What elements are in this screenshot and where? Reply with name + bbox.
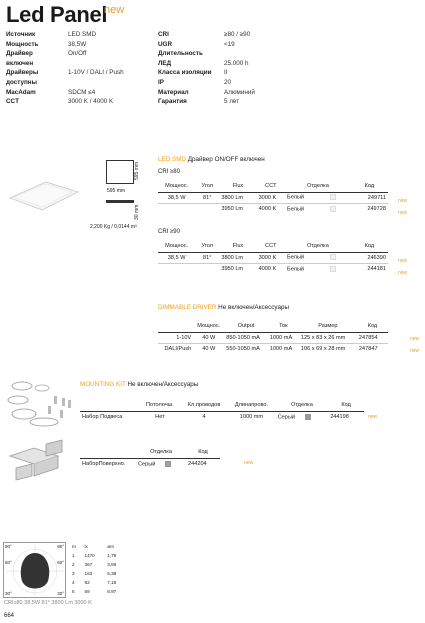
- white-swatch-icon: [330, 206, 336, 212]
- spec-value: 20: [224, 78, 232, 86]
- white-swatch-icon: [330, 194, 336, 200]
- section-dimmable-title: Не включен/Аксессуары: [216, 304, 290, 311]
- cell-finish-label: Серый: [277, 413, 296, 420]
- new-tag: new: [398, 198, 408, 204]
- section-led-smd-header: [158, 156, 265, 163]
- spec-label: Гарантия: [158, 98, 187, 106]
- cell: 1,79: [107, 553, 117, 558]
- page-number: 664: [4, 613, 15, 619]
- photometry-table: [70, 542, 126, 596]
- cell-name: НаборПоверхно.: [82, 460, 126, 467]
- mounting-kit-image: [4, 378, 80, 430]
- table-row: [70, 569, 126, 578]
- grey-swatch-icon: [165, 461, 171, 467]
- cell-finish-label: Белый: [287, 205, 305, 212]
- col-power: Мощнос.: [193, 321, 224, 332]
- spec-label: MacAdam: [6, 88, 36, 96]
- section-mounting-tag: MOUNTING KIT: [80, 381, 126, 388]
- col-cct: CCT: [257, 181, 285, 192]
- section-dimmable-header: [158, 304, 289, 311]
- cell-finish-label: Серый: [138, 460, 156, 467]
- table-surface: [80, 447, 220, 469]
- table-row: [158, 203, 388, 214]
- led-panel-image: [6, 168, 82, 212]
- table-cri80: [158, 181, 388, 214]
- photometry-diagram: [3, 542, 66, 598]
- spec-value: On/Off: [68, 50, 87, 58]
- angle-label: 90°: [57, 544, 64, 549]
- cell-length: 1000 mm: [239, 413, 264, 420]
- new-tag: new: [410, 336, 420, 342]
- spec-value: II: [224, 69, 228, 77]
- spec-label: Драйвер: [6, 50, 33, 58]
- cell-output: 850-1050 mA: [224, 332, 268, 343]
- spec-label: UGR: [158, 40, 172, 48]
- panel-front-drawing: [106, 160, 134, 184]
- col-diam: øm: [107, 544, 114, 549]
- cell-cct: 4000 K: [258, 205, 277, 212]
- cell-power: [158, 203, 195, 214]
- col-cct: CCT: [257, 241, 285, 252]
- dim-depth: 30 mm: [134, 204, 140, 220]
- new-tag: new: [398, 210, 408, 216]
- section-dimmable-tag: DIMMABLE DRIVER: [158, 304, 217, 311]
- specs-left: [6, 30, 156, 107]
- spec-value: 3000 K / 4000 K: [68, 98, 114, 106]
- table-row: [70, 551, 126, 560]
- spec-label: Источник: [6, 31, 36, 38]
- cell-finish-label: Белый: [287, 265, 305, 272]
- cell-wires: 4: [202, 413, 206, 420]
- angle-label: 60°: [5, 560, 12, 565]
- spec-value: 25.000 h: [224, 59, 249, 67]
- white-swatch-icon: [330, 254, 336, 260]
- new-tag: new: [398, 258, 408, 264]
- cell-code: 249711: [351, 192, 388, 203]
- angle-label: 90°: [5, 544, 12, 549]
- section-led-smd-title: Драйвер ON/OFF включен: [186, 156, 265, 163]
- table-row: [158, 252, 388, 263]
- col-finish: Отделка: [285, 181, 351, 192]
- cell-cct: 3000 K: [257, 252, 285, 263]
- col-name: [80, 400, 139, 411]
- cell-current: 1000 mA: [268, 332, 299, 343]
- cell-power: 40 W: [193, 332, 224, 343]
- table-row: [158, 263, 388, 274]
- col-finish: Отделка: [136, 447, 186, 458]
- col-lx: lx: [84, 544, 88, 549]
- new-badge: new: [104, 4, 125, 16]
- cell-angle: 81°: [195, 192, 219, 203]
- spec-label: Длительность: [158, 50, 203, 58]
- table-row: [70, 578, 126, 587]
- cell: 8,97: [107, 589, 117, 594]
- col-code: Код: [351, 181, 388, 192]
- table-cri90: [158, 241, 388, 274]
- section-led-smd-tag: LED SMD: [158, 156, 186, 163]
- new-tag: new: [244, 460, 254, 466]
- table-mounting: [80, 400, 364, 422]
- cell-cct: 4000 K: [258, 265, 277, 272]
- cell-angle: 81°: [195, 252, 219, 263]
- cell-type: 1-10V: [158, 332, 193, 343]
- spec-value: <19: [224, 40, 235, 48]
- page-title: Led Panel: [6, 2, 108, 27]
- col-angle: Угол: [195, 241, 219, 252]
- table-row: [158, 332, 388, 343]
- col-code: Код: [357, 321, 388, 332]
- col-type: [158, 321, 193, 332]
- cell: 92: [84, 580, 90, 585]
- table-row: [158, 343, 388, 354]
- table-drivers: [158, 321, 388, 354]
- spec-value: 1-10V / DALI / Push: [68, 69, 124, 77]
- cell-finish: [136, 458, 186, 469]
- new-tag: new: [398, 270, 408, 276]
- col-power: Мощнос.: [158, 181, 195, 192]
- spec-value: LED SMD: [68, 31, 96, 38]
- col-finish: Отделка: [285, 241, 351, 252]
- cell-flux: 3800 Lm: [219, 252, 256, 263]
- col-wires: Кл.проводов: [181, 400, 227, 411]
- cell-code: 249728: [367, 205, 386, 212]
- cell: 4: [72, 580, 75, 585]
- dim-width: 595 mm: [107, 188, 126, 194]
- cell-power: 38,5 W: [158, 252, 195, 263]
- cell: 3,59: [107, 562, 117, 567]
- surface-kit-image: [6, 436, 78, 484]
- cell-angle: [195, 263, 219, 274]
- spec-label: CCT: [6, 98, 19, 106]
- cell: 367: [84, 562, 93, 567]
- cell: 2: [72, 562, 75, 567]
- spec-value: Алюминий: [224, 88, 255, 96]
- cell: 3: [72, 571, 75, 576]
- spec-value: SDCM ≤4: [68, 88, 96, 96]
- dim-height: 595 mm: [134, 161, 140, 180]
- spec-label: включен: [6, 59, 34, 67]
- spec-label: Материал: [158, 88, 189, 96]
- cell-cct: 3000 K: [257, 192, 285, 203]
- spec-label: Класса изоляции: [158, 69, 212, 77]
- cell-type: DALI/Push: [164, 345, 192, 352]
- col-angle: Угол: [195, 181, 219, 192]
- cell-output: 550-1050 mA: [226, 345, 260, 352]
- col-flux: Flux: [219, 241, 256, 252]
- spec-label: ЛЕД: [158, 59, 172, 67]
- photometry-caption: CRI≥80 38,5W 81° 3800 Lm 3000 K: [4, 600, 92, 606]
- angle-label: 30°: [5, 591, 12, 596]
- section-mounting-header: [80, 381, 198, 388]
- table-row: [70, 587, 126, 596]
- cell: 5: [72, 589, 75, 594]
- cell-code: 247854: [357, 332, 388, 343]
- cell-power: 38,5 W: [158, 192, 195, 203]
- cell-power: 40 W: [202, 345, 216, 352]
- angle-label: 60°: [57, 560, 64, 565]
- spec-value: 38,5W: [68, 40, 87, 48]
- table-row: [80, 458, 220, 469]
- weight-volume: 2,200 Kg / 0,0144 m³: [90, 224, 137, 230]
- cell-flux: 3800 Lm: [219, 192, 256, 203]
- cell-finish: [285, 203, 351, 214]
- col-size: Размер: [299, 321, 357, 332]
- spec-value: ≥80 / ≥90: [224, 31, 251, 38]
- section-mounting-title: Не включен/Аксессуары: [125, 381, 199, 388]
- cell-size: 125 x 83 x 26 mm: [299, 332, 357, 343]
- cell-current: 1000 mA: [269, 345, 293, 352]
- spec-label: IP: [158, 78, 164, 86]
- cell-size: 106 x 69 x 28 mm: [300, 345, 346, 352]
- cell-finish: [285, 192, 351, 203]
- polar-curve: [4, 543, 66, 598]
- col-name: [80, 447, 136, 458]
- white-swatch-icon: [330, 266, 336, 272]
- cell-finish-label: Белый: [287, 254, 305, 261]
- cri90-label: CRI ≥90: [158, 229, 180, 235]
- col-output: Output: [224, 321, 268, 332]
- cell-flux: 3950 Lm: [221, 265, 244, 272]
- col-m: m: [72, 544, 76, 549]
- angle-label: 30°: [57, 591, 64, 596]
- table-row: [158, 192, 388, 203]
- cell-power: [158, 263, 195, 274]
- spec-label: CRI: [158, 31, 169, 38]
- col-code: Код: [328, 400, 364, 411]
- cell-code: 244204: [188, 460, 207, 467]
- col-ceiling: Потолочш.: [139, 400, 181, 411]
- col-code: Код: [351, 241, 388, 252]
- cell-flux: 3950 Lm: [221, 205, 244, 212]
- cell-finish: [285, 252, 351, 263]
- cell-finish: [285, 263, 351, 274]
- cell: 7,18: [107, 580, 117, 585]
- cell: 163: [84, 571, 93, 576]
- cell: 1470: [84, 553, 95, 558]
- cell-ceiling: Нет: [155, 413, 165, 420]
- table-row: [80, 411, 364, 422]
- col-finish: Отделка: [276, 400, 329, 411]
- cell-angle: [195, 203, 219, 214]
- new-tag: new: [410, 348, 420, 354]
- col-current: Ток: [268, 321, 299, 332]
- cell-code: 247847: [358, 345, 378, 352]
- new-tag: new: [368, 414, 378, 420]
- cell-finish: [276, 411, 329, 422]
- table-row: [70, 560, 126, 569]
- cell-code: 244181: [367, 265, 386, 272]
- spec-label: Мощность: [6, 40, 39, 48]
- spec-label: доступны: [6, 78, 37, 86]
- panel-side-drawing: [106, 200, 134, 203]
- cell: 1: [72, 553, 75, 558]
- cell: 59: [84, 589, 90, 594]
- cell-finish-label: Белый: [287, 194, 305, 201]
- col-flux: Flux: [219, 181, 256, 192]
- spec-label: Драйверы: [6, 69, 39, 77]
- cell-code: 246390: [351, 252, 388, 263]
- grey-swatch-icon: [305, 414, 311, 420]
- cell: 5,38: [107, 571, 117, 576]
- specs-right: [158, 30, 308, 107]
- cri80-label: CRI ≥80: [158, 169, 180, 175]
- spec-value: 5 лет: [224, 98, 240, 106]
- cell-code: 244198: [330, 413, 349, 420]
- col-length: Длинапрово.: [227, 400, 275, 411]
- col-power: Мощнос.: [158, 241, 195, 252]
- cell-name: Набор Подвеса: [82, 413, 123, 420]
- col-code: Код: [186, 447, 220, 458]
